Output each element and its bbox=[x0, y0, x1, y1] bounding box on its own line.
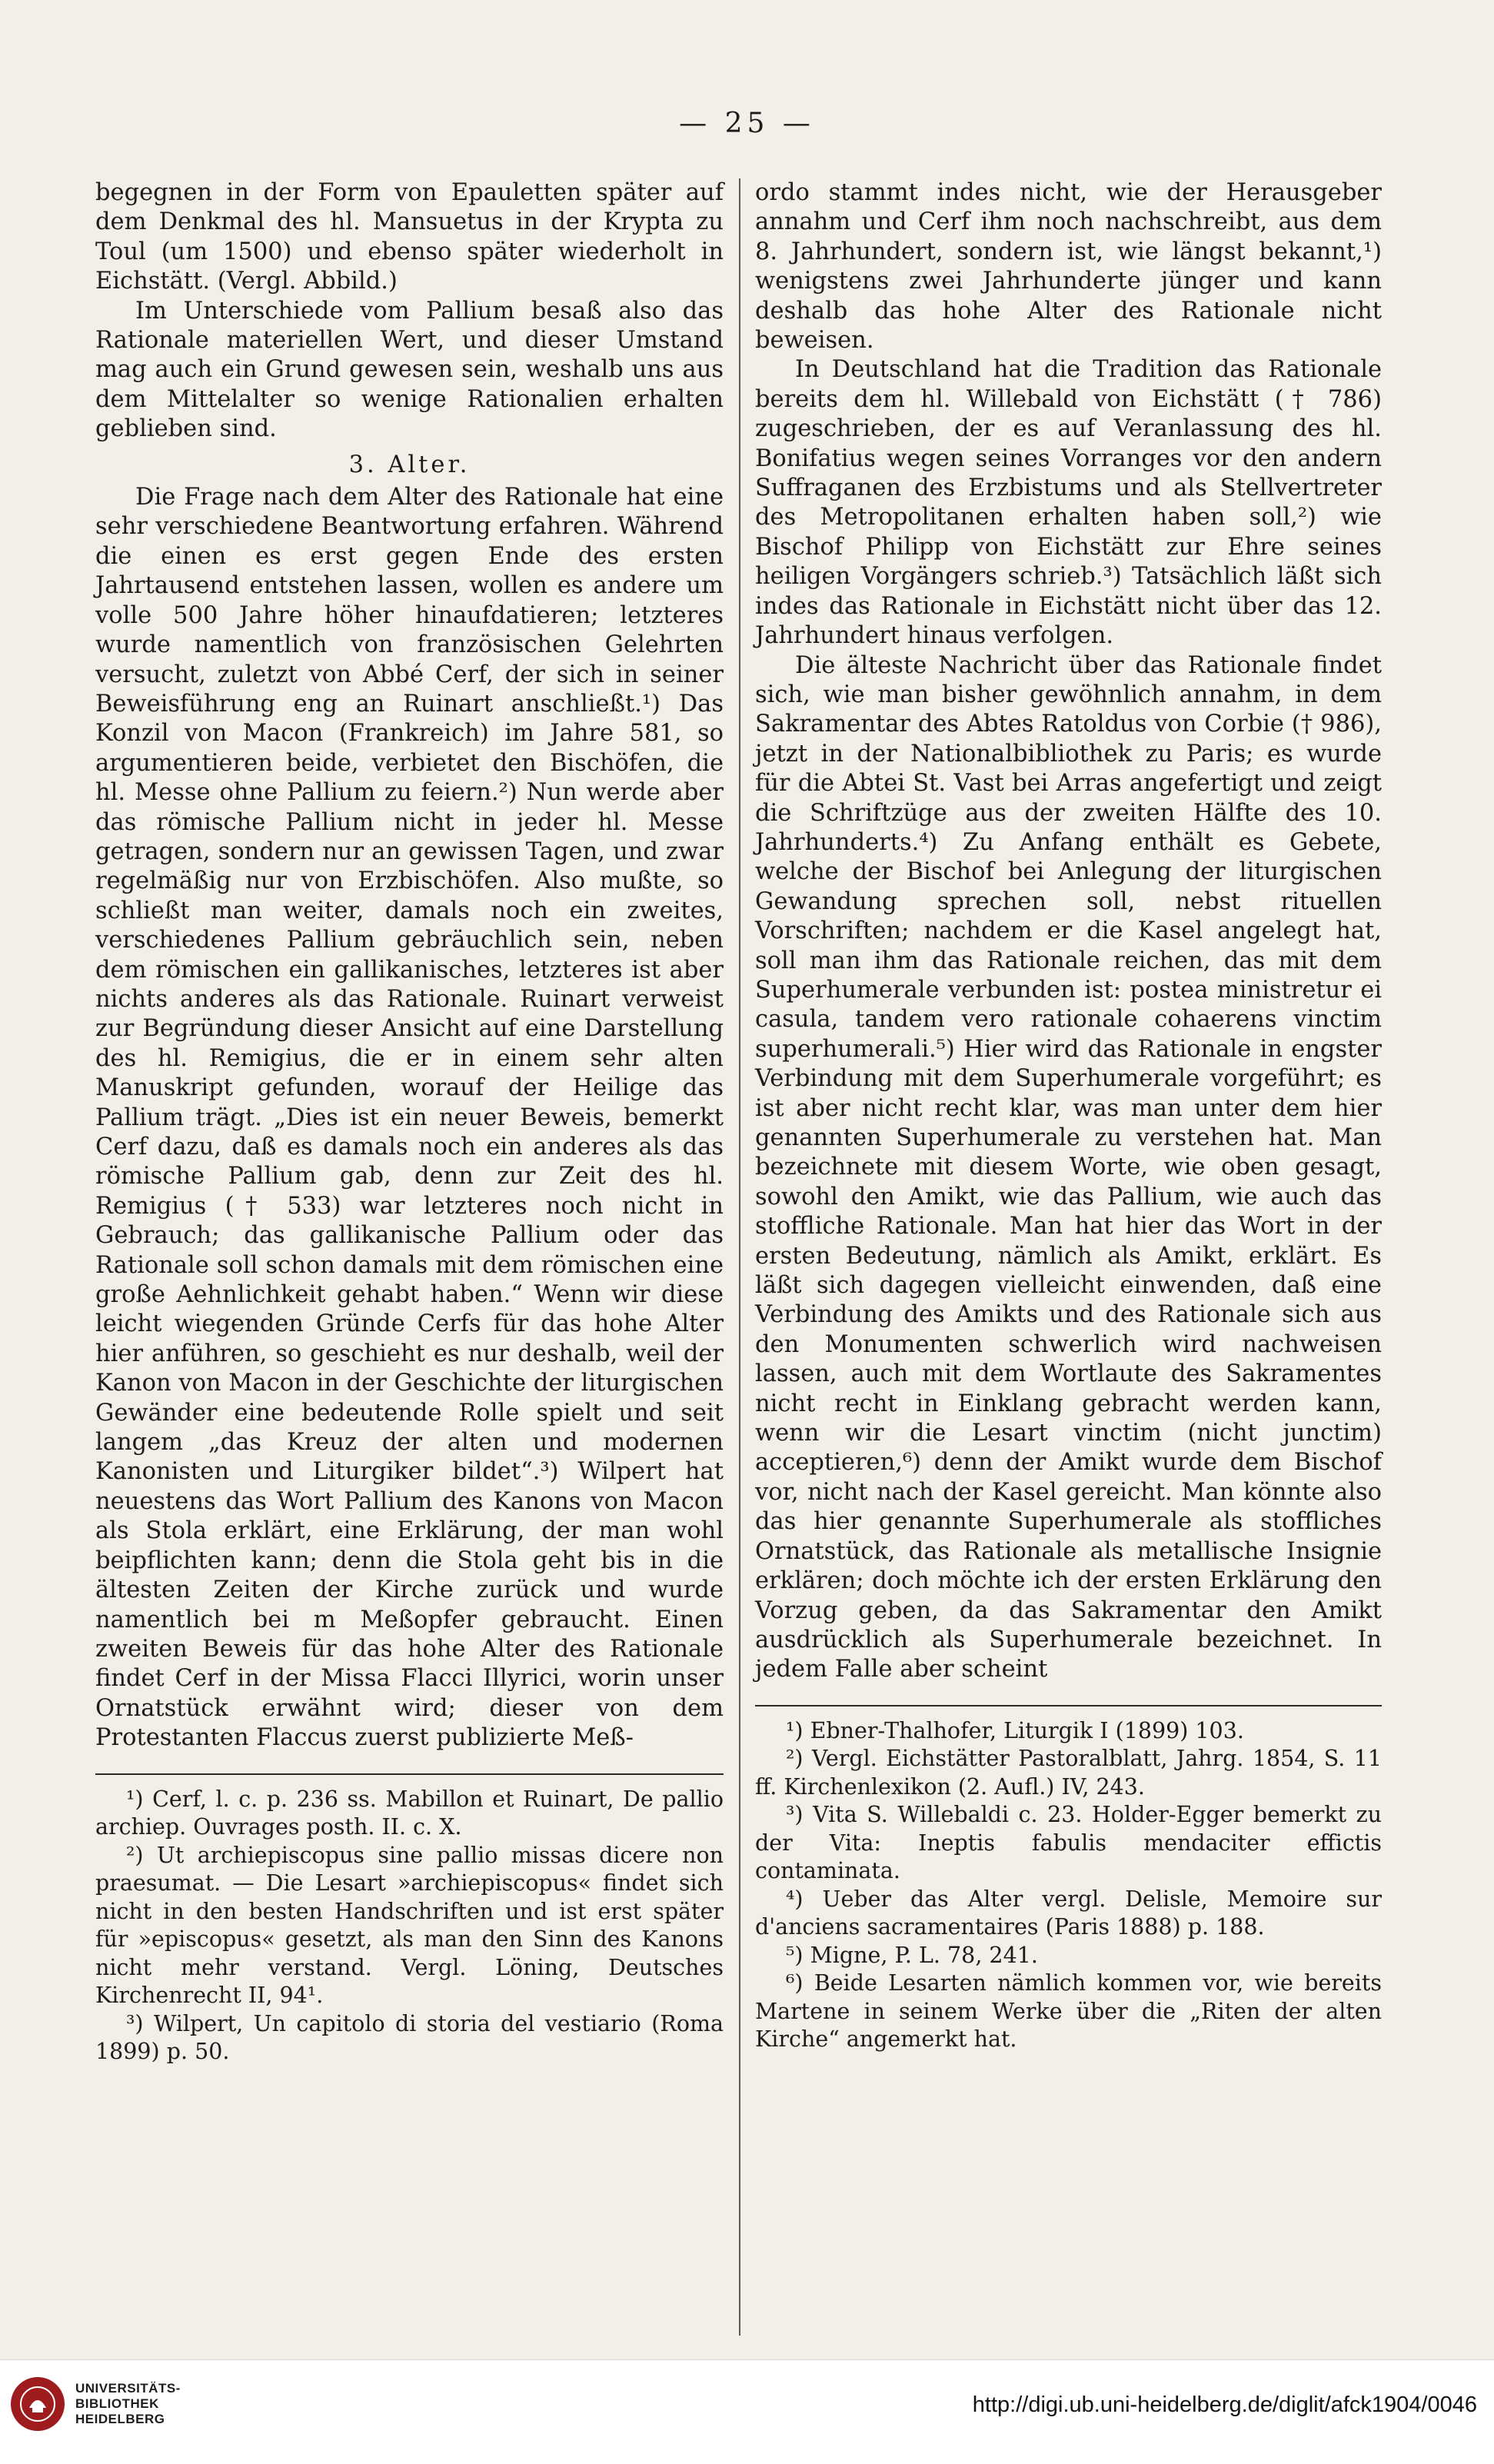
footnote: ⁴) Ueber das Alter vergl. Delisle, Memoire sur d'anciens sacramentaires (Paris 1888) p. 188. bbox=[755, 1886, 1382, 1940]
library-logo[interactable] bbox=[11, 2377, 181, 2431]
paragraph: In Deutschland hat die Tradition das Rationale bereits dem hl. Willebald von Eichstätt († 786) zugeschrieben, der es auf Veranlassung des hl. Bonifatius wegen seines Vorranges vor den andern Suffraganen des Erzbistums und als Stellvertreter des Metropolitanen erhalten haben soll,²) wie Bischof Philipp von Eichstätt zur Ehre seines heiligen Vorgängers schrieb.³) Tatsächlich läßt sich indes das Rationale in Eichstätt nicht über das 12. Jahrhundert hinaus verfolgen. bbox=[755, 356, 1382, 650]
footnote: ³) Vita S. Willebaldi c. 23. Holder-Egger bemerkt zu der Vita: Ineptis fabulis mendaciter effictis contaminata. bbox=[755, 1802, 1382, 1884]
logo-text bbox=[75, 2381, 181, 2427]
footnotes-right bbox=[755, 1717, 1382, 2054]
footnote-rule bbox=[755, 1705, 1382, 1706]
right-column bbox=[755, 178, 1382, 2054]
page-number: — 25 — bbox=[679, 108, 815, 139]
footnote: ¹) Ebner-Thalhofer, Liturgik I (1899) 103. bbox=[786, 1717, 1244, 1743]
footer-bar bbox=[0, 2359, 1494, 2464]
section-heading: 3. Alter. bbox=[348, 451, 471, 478]
paragraph: ordo stammt indes nicht, wie der Herausgeber annahm und Cerf ihm noch nachschreibt, aus dem 8. Jahrhundert, sondern ist, wie längst bekannt,¹) wenigstens zwei Jahrhunderte jünger und kann deshalb das hohe Alter des Rationale nicht beweisen. bbox=[755, 179, 1382, 355]
footnote-rule bbox=[95, 1773, 724, 1775]
permalink-url[interactable]: http://digi.ub.uni-heidelberg.de/diglit/afck1904/0046 bbox=[972, 2392, 1477, 2417]
paragraph: begegnen in der Form von Epauletten später auf dem Denkmal des hl. Mansuetus in der Krypta zu Toul (um 1500) und ebenso später wiederholt in Eichstätt. (Vergl. Abbild.) bbox=[95, 179, 724, 295]
left-column bbox=[95, 178, 724, 2066]
footnotes-left bbox=[95, 1786, 724, 2066]
logo-line: UNIVERSITÄTS- bbox=[75, 2381, 181, 2396]
paragraph: Die Frage nach dem Alter des Rationale hat eine sehr verschiedene Beantwortung erfahren. Während die einen es erst gegen Ende des ersten Jahrtausend entstehen lassen, wollen es andere um volle 500 Jahre höher hinaufdatieren; letzteres wurde namentlich von französischen Gelehrten versucht, zuletzt von Abbé Cerf, der sich in seiner Beweisführung eng an Ruinart anschließt.¹) Das Konzil von Macon (Frankreich) im Jahre 581, so argumentieren beide, verbietet den Bischöfen, die hl. Messe ohne Pallium zu feiern.²) Nun werde aber das römische Pallium nicht in jeder hl. Messe getragen, sondern nur an gewissen Tagen, und zwar regelmäßig nur von Erzbischöfen. Also mußte, so schließt man weiter, damals noch ein zweites, verschiedenes Pallium gebräuchlich sein, neben dem römischen ein gallikanisches, letzteres ist aber nichts anderes als das Rationale. Ruinart verweist zur Begründung dieser Ansicht auf eine Darstellung des hl. Remigius, die er in einem sehr alten Manuskript gefunden, worauf der Heilige das Pallium trägt. „Dies ist ein neuer Beweis, bemerkt Cerf dazu, daß es damals noch ein anderes als das römische Pallium gab, denn zur Zeit des hl. Remigius († 533) war letzteres noch nicht in Gebrauch; das gallikanische Pallium oder das Rationale soll schon damals mit dem römischen eine große Aehnlichkeit gehabt haben.“ Wenn wir diese leicht wiegenden Gründe Cerfs für das hohe Alter hier anführen, so geschieht es nur deshalb, weil der Kanon von Macon in der Geschichte der liturgischen Gewänder eine bedeutende Rolle spielt und seit langem „das Kreuz der alten und modernen Kanonisten und Liturgiker bildet“.³) Wilpert hat neuestens das Wort Pallium des Kanons von Macon als Stola erklärt, eine Erklärung, der man wohl beipflichten kann; denn die Stola geht bis in die ältesten Zeiten der Kirche zurück und wurde namentlich bei m Meßopfer gebraucht. Einen zweiten Beweis für das hohe Alter des Rationale findet Cerf in der Missa Flacci Illyrici, worin unser Ornatstück erwähnt wird; dieser von dem Protestanten Flaccus zuerst publizierte Meß- bbox=[95, 484, 724, 1752]
paragraph: Die älteste Nachricht über das Rationale findet sich, wie man bisher gewöhnlich annahm, in dem Sakramentar des Abtes Ratoldus von Corbie († 986), jetzt in der Nationalbibliothek zu Paris; es wurde für die Abtei St. Vast bei Arras angefertigt und zeigt die Schriftzüge aus der zweiten Hälfte des 10. Jahrhunderts.⁴) Zu Anfang enthält es Gebete, welche der Bischof bei Anlegung der liturgischen Gewandung sprechen soll, nebst rituellen Vorschriften; nachdem er die Kasel angelegt hat, soll man ihm das Rationale reichen, das mit dem Superhumerale verbunden ist: postea ministretur ei casula, tandem vero rationale cohaerens vinctim superhumerali.⁵) Hier wird das Rationale in engster Verbindung mit dem Superhumerale vorgeführt; es ist aber nicht recht klar, was man unter dem hier genannten Superhumerale zu verstehen hat. Man bezeichnete mit diesem Worte, wie oben gesagt, sowohl den Amikt, wie das Pallium, wie auch das stoffliche Rationale. Man hat hier das Wort in der ersten Bedeutung, nämlich als Amikt, erklärt. Es läßt sich dagegen vielleicht einwenden, daß eine Verbindung des Amikts und des Rationale sich aus den Monumenten schwerlich wird nachweisen lassen, auch mit dem Wortlaute des Sakramentes nicht recht in Einklang gebracht werden kann, wenn wir die Lesart vinctim (nicht junctim) acceptieren,⁶) denn der Amikt wurde dem Bischof vor, nicht nach der Kasel gereicht. Man könnte also das hier genannte Superhumerale als stoffliches Ornatstück, das Rationale als metallische Insignie erklären; doch möchte ich der ersten Erklärung den Vorzug geben, da das Sakramentar den Amikt ausdrücklich als Superhumerale bezeichnet. In jedem Falle aber scheint bbox=[755, 651, 1382, 1683]
column-divider bbox=[739, 178, 740, 2336]
footnote: ⁶) Beide Lesarten nämlich kommen vor, wie bereits Martene in seinem Werke über die „Riten der alten Kirche“ angemerkt hat. bbox=[755, 1970, 1382, 2053]
paragraph: Im Unterschiede vom Pallium besaß also das Rationale materiellen Wert, und dieser Umstand mag auch ein Grund gewesen sein, weshalb uns aus dem Mittelalter so wenige Rationalien erhalten geblieben sind. bbox=[95, 297, 724, 443]
university-seal-icon bbox=[11, 2377, 65, 2431]
footnote: ¹) Cerf, l. c. p. 236 ss. Mabillon et Ruinart, De pallio archiep. Ouvrages posth. II. c. X. bbox=[95, 1786, 724, 1840]
footnote: ²) Vergl. Eichstätter Pastoralblatt, Jahrg. 1854, S. 11 ff. Kirchenlexikon (2. Aufl.) IV, 243. bbox=[755, 1746, 1382, 1800]
logo-line: HEIDELBERG bbox=[75, 2412, 165, 2426]
footnote: ³) Wilpert, Un capitolo di storia del vestiario (Roma 1899) p. 50. bbox=[95, 2010, 724, 2065]
footnote: ⁵) Migne, P. L. 78, 241. bbox=[786, 1942, 1038, 1968]
logo-line: BIBLIOTHEK bbox=[75, 2396, 159, 2411]
footnote: ²) Ut archiepiscopus sine pallio missas dicere non praesumat. — Die Lesart »archiepiscopus« findet sich nicht in den besten Handschriften und ist erst später für »episcopus« gesetzt, als man den Sinn des Kanons nicht mehr verstand. Vergl. Löning, Deutsches Kirchenrecht II, 94¹. bbox=[95, 1842, 724, 2009]
